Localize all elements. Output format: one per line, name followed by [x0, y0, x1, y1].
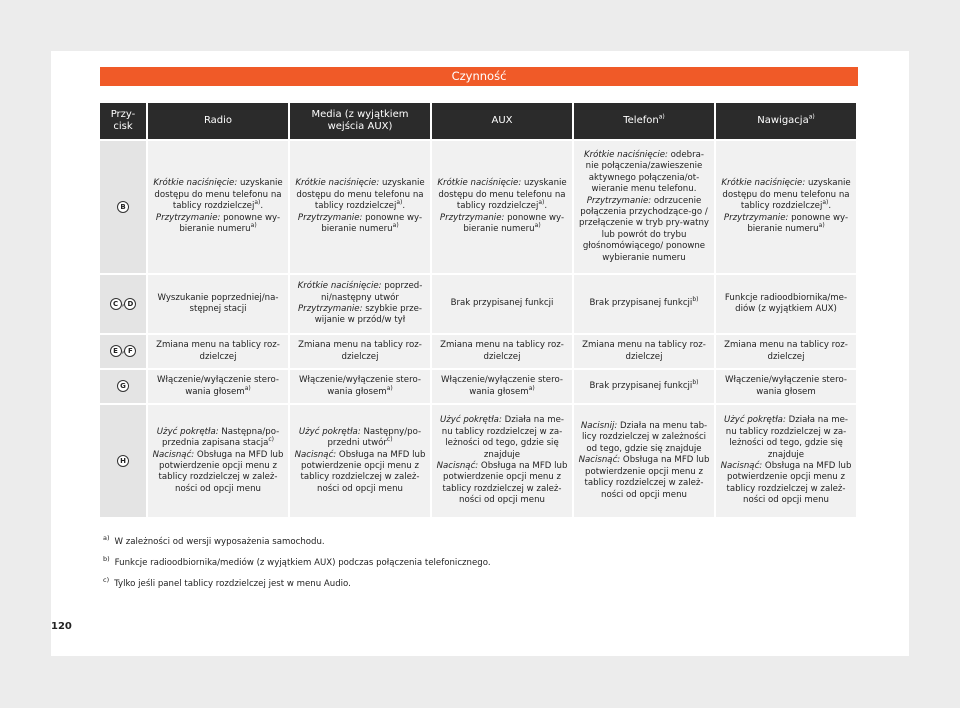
nawigacja-cell: Krótkie naciśnięcie: uzyskanie dostępu do menu telefonu na tablicy rozdzielczej$^{a)}$. Przytrzymanie: ponowne wy-bieranie numeru$^{a)}$: [716, 141, 856, 273]
table-row: [100, 405, 856, 517]
aux-cell: Zmiana menu na tablicy roz-dzielczej: [432, 335, 572, 368]
radio-cell: Włączenie/wyłączenie stero-wania głosem$^{a)}$: [148, 370, 288, 403]
telefon-cell: Brak przypisanej funkcji$^{b)}$: [574, 370, 714, 403]
telefon-cell: Brak przypisanej funkcji$^{b)}$: [574, 275, 714, 333]
button-c-icon: C: [110, 298, 122, 310]
button-cell: [100, 141, 146, 273]
header-button: Przy- cisk: [100, 103, 146, 139]
telefon-cell: Zmiana menu na tablicy roz-dzielczej: [574, 335, 714, 368]
header-nawigacja: Nawigacja$^{a)}$: [716, 103, 856, 139]
aux-cell: Włączenie/wyłączenie stero-wania głosem$^{a)}$: [432, 370, 572, 403]
table-row: [100, 370, 856, 403]
button-e-icon: E: [110, 345, 122, 357]
table-row: [100, 141, 856, 273]
aux-cell: Użyć pokrętła: Działa na me-nu tablicy rozdzielczej w za-leżności od tego, gdzie się znajduje Nacisnąć: Obsługa na MFD lub potwierdzenie opcji menu z tablicy rozdzielczej w zależ-ności od opcji menu: [432, 405, 572, 517]
button-b-icon: B: [117, 201, 129, 213]
nawigacja-cell: Użyć pokrętła: Działa na me-nu tablicy rozdzielczej w za-leżności od tego, gdzie się znajduje Nacisnąć: Obsługa na MFD lub potwierdzenie opcji menu z tablicy rozdzielczej w zależ-ności od opcji menu: [716, 405, 856, 517]
header-media: Media (z wyjątkiem wejścia AUX): [290, 103, 430, 139]
media-cell: Krótkie naciśnięcie: poprzed-ni/następny utwór Przytrzymanie: szybkie prze-wijanie w przód/w tył: [290, 275, 430, 333]
button-h-icon: H: [117, 455, 129, 467]
aux-cell: Brak przypisanej funkcji: [432, 275, 572, 333]
radio-cell: Użyć pokrętła: Następna/po-przednia zapisana stacja$^{c)}$ Nacisnąć: Obsługa na MFD lub potwierdzenie opcji menu z tablicy rozdzielczej w zależ-ności od opcji menu: [148, 405, 288, 517]
nawigacja-cell: Włączenie/wyłączenie stero-wania głosem: [716, 370, 856, 403]
button-g-icon: G: [117, 380, 129, 392]
button-cell: [100, 370, 146, 403]
header-telefon: Telefon$^{a)}$: [574, 103, 714, 139]
table-header-row: [100, 103, 856, 139]
radio-cell: Zmiana menu na tablicy roz-dzielczej: [148, 335, 288, 368]
button-d-icon: D: [124, 298, 136, 310]
button-cell: [100, 405, 146, 517]
media-cell: Włączenie/wyłączenie stero-wania głosem$^{a)}$: [290, 370, 430, 403]
media-cell: Zmiana menu na tablicy roz-dzielczej: [290, 335, 430, 368]
header-aux: AUX: [432, 103, 572, 139]
button-cell: C , D: [100, 275, 146, 333]
media-cell: Krótkie naciśnięcie: uzyskanie dostępu do menu telefonu na tablicy rozdzielczej$^{a)}$. Przytrzymanie: ponowne wy-bieranie numeru$^{a)}$: [290, 141, 430, 273]
nawigacja-cell: Zmiana menu na tablicy roz-dzielczej: [716, 335, 856, 368]
section-title: Czynność: [100, 67, 858, 86]
table-row: [100, 335, 856, 368]
radio-cell: Krótkie naciśnięcie: uzyskanie dostępu do menu telefonu na tablicy rozdzielczej$^{a)}$. Przytrzymanie: ponowne wy-bieranie numeru$^{a)}$: [148, 141, 288, 273]
footnote: $^{b)}$ Funkcje radioodbiornika/mediów (z wyjątkiem AUX) podczas połączenia telefonicznego.: [103, 554, 491, 568]
footnote: $^{a)}$ W zależności od wersji wyposażenia samochodu.: [103, 534, 325, 547]
button-f-icon: F: [124, 345, 136, 357]
page-number: 120: [51, 621, 72, 632]
media-cell: Użyć pokrętła: Następny/po-przedni utwór$^{c)}$ Nacisnąć: Obsługa na MFD lub potwierdzenie opcji menu z tablicy rozdzielczej w zależ-ności od opcji menu: [290, 405, 430, 517]
table-row: [100, 275, 856, 333]
footnote: $^{c)}$ Tylko jeśli panel tablicy rozdzielczej jest w menu Audio.: [103, 575, 351, 589]
telefon-cell: Krótkie naciśnięcie: odebra-nie połączenia/zawieszenie aktywnego połączenia/ot-wieranie menu telefonu. Przytrzymanie: odrzucenie połączenia przychodzące-go / przełączenie w tryb pry-watny lub powrót do trybu głośnomówiącego/ ponowne wybieranie numeru: [574, 141, 714, 273]
footnotes: [103, 532, 491, 595]
telefon-cell: Nacisnij: Działa na menu tab-licy rozdzielczej w zależności od tego, gdzie się znajduje Nacisnąć: Obsługa na MFD lub potwierdzenie opcji menu z tablicy rozdzielczej w zależ-ności od opcji menu: [574, 405, 714, 517]
radio-cell: Wyszukanie poprzedniej/na-stępnej stacji: [148, 275, 288, 333]
aux-cell: Krótkie naciśnięcie: uzyskanie dostępu do menu telefonu na tablicy rozdzielczej$^{a)}$. Przytrzymanie: ponowne wy-bieranie numeru$^{a)}$: [432, 141, 572, 273]
manual-page: [51, 51, 909, 656]
button-cell: E , F: [100, 335, 146, 368]
header-radio: Radio: [148, 103, 288, 139]
nawigacja-cell: Funkcje radioodbiornika/me-diów (z wyjątkiem AUX): [716, 275, 856, 333]
controls-table: [98, 101, 858, 519]
